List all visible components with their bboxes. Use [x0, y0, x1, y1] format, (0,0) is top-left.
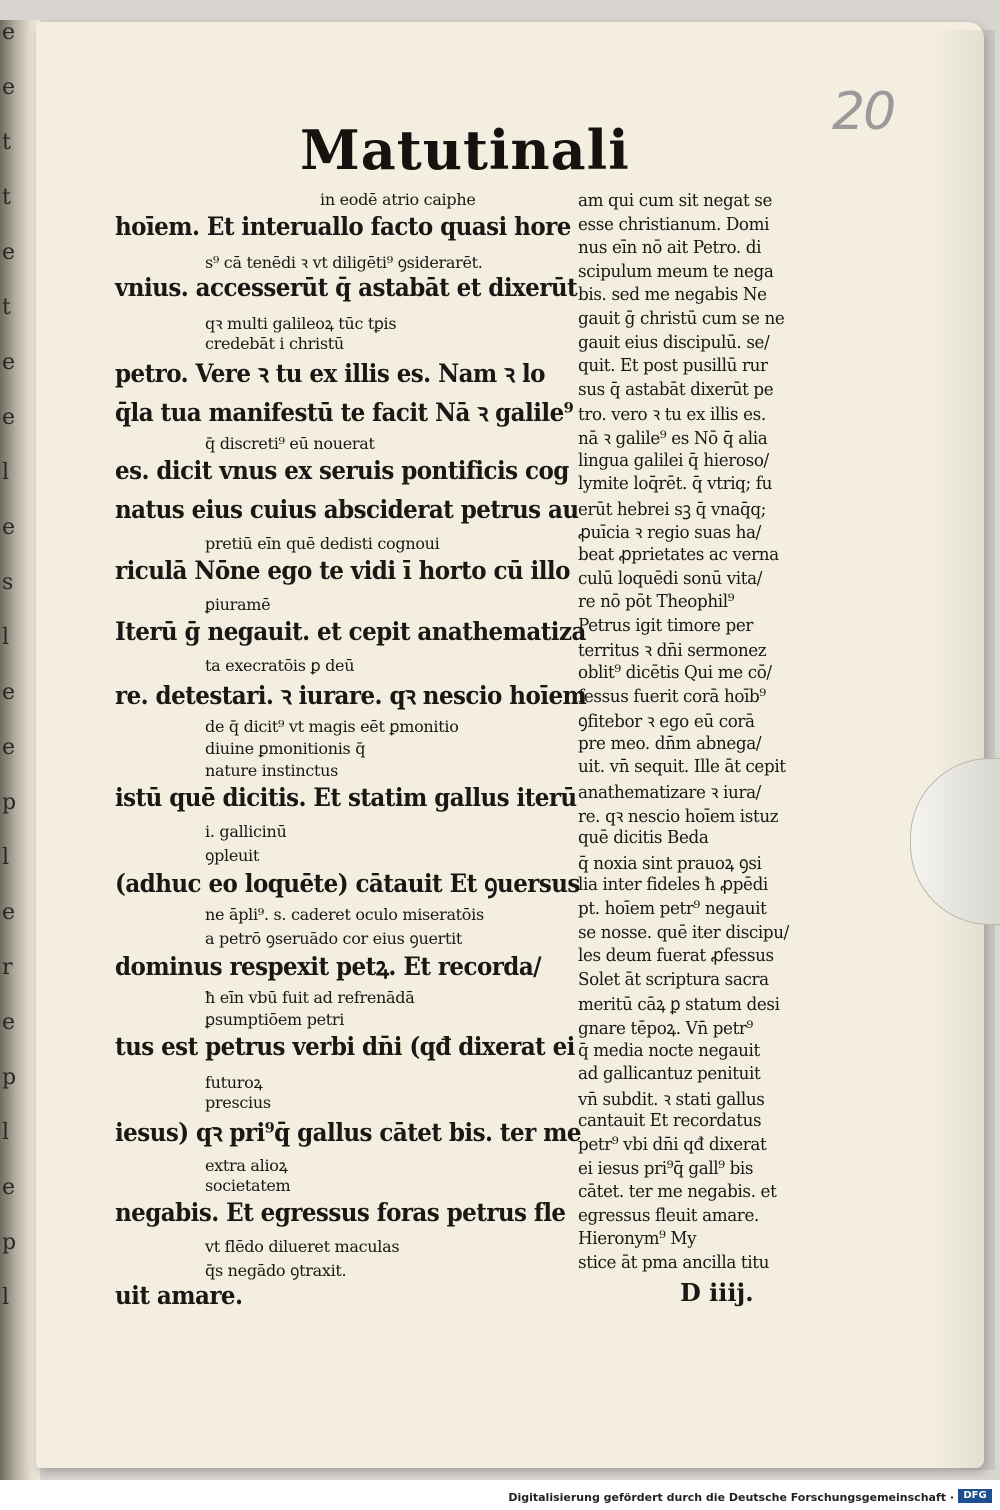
interlinear-gloss: credebāt i christū	[205, 334, 344, 353]
signature-mark: D iiij.	[680, 1278, 754, 1307]
side-gloss-line: tro. vero ꝛ tu ex illis es.	[578, 404, 766, 426]
folio-number: 20	[832, 82, 895, 142]
side-gloss-line: egressus fleuit amare.	[578, 1204, 759, 1226]
left-page-fragment: e	[2, 1010, 16, 1035]
side-gloss-line: cantauit Et recordatus	[578, 1110, 762, 1132]
side-gloss-line: quē dicitis Beda	[578, 827, 709, 849]
interlinear-gloss: ta execratōis ꝑ deū	[205, 656, 355, 675]
side-gloss-line: bis. sed me negabis Ne	[578, 284, 767, 306]
side-gloss-line: lingua galilei q̄ hieroso/	[578, 449, 769, 471]
interlinear-gloss: extra alioꝝ	[205, 1156, 288, 1175]
text-line: natus eius cuius absciderat petrus au	[115, 495, 579, 524]
left-page-fragment: p	[2, 790, 17, 815]
side-gloss-line: pt. hoīem petr⁹ negauit	[578, 898, 767, 919]
interlinear-gloss: a petrō ꝯseruādo cor eius ꝯuertit	[205, 929, 463, 948]
side-gloss-line: nus eīn nō ait Petro. di	[578, 237, 762, 259]
text-line: q̄la tua manifestū te facit Nā ꝛ galile⁹	[115, 398, 574, 427]
interlinear-gloss: de q̄ dicit⁹ vt magis eēt ꝑmonitio	[205, 717, 459, 736]
left-page-fragment: r	[2, 955, 13, 980]
text-line: hoīem. Et interuallo facto quasi hore	[115, 212, 571, 241]
interlinear-gloss: qꝛ multi galileoꝝ tūc tꝑis	[205, 314, 397, 333]
side-gloss-line: gauit ḡ christū cum se ne	[578, 308, 785, 329]
side-gloss-line: re. qꝛ nescio hoīem istuz	[578, 805, 779, 827]
interlinear-gloss: ꝯpleuit	[205, 846, 259, 865]
text-line: petro. Vere ꝛ tu ex illis es. Nam ꝛ lo	[115, 359, 545, 388]
side-gloss-line: ꝯfitebor ꝛ ego eū corā	[578, 711, 755, 733]
side-gloss-line: meritū cāꝝ ꝑ statum desi	[578, 994, 780, 1016]
side-gloss-line: q̄ noxia sint prauoꝝ ꝯsi	[578, 852, 762, 874]
side-gloss-line: anathematizare ꝛ iura/	[578, 782, 761, 803]
text-line: es. dicit vnus ex seruis pontificis cog	[115, 456, 569, 485]
text-line: iesus) qꝛ pri⁹q̄ gallus cātet bis. ter me	[115, 1118, 581, 1147]
side-gloss-line: lia inter fideles ħ ꝓpēdi	[578, 874, 768, 896]
left-page-fragment: l	[2, 460, 10, 485]
interlinear-gloss: q̄s negādo ꝯtraxit.	[205, 1261, 347, 1280]
footer-credit: Digitalisierung gefördert durch die Deutsche Forschungsgemeinschaft ·	[508, 1491, 954, 1504]
interlinear-gloss: societatem	[205, 1176, 291, 1195]
interlinear-gloss: ħ eīn vbū fuit ad refrenādā	[205, 988, 415, 1007]
left-page-fragment: p	[2, 1230, 17, 1255]
left-page-fragment: t	[2, 130, 11, 155]
side-gloss-line: territus ꝛ dn̄i sermonez	[578, 640, 767, 662]
text-line: negabis. Et egressus foras petrus fle	[115, 1198, 566, 1227]
side-gloss-line: petr⁹ vbi dn̄i qđ dixerat	[578, 1134, 767, 1155]
side-gloss-line: am qui cum sit negat se	[578, 190, 773, 211]
side-gloss-line: q̄ media nocte negauit	[578, 1039, 760, 1061]
text-line: uit amare.	[115, 1281, 243, 1310]
left-page-fragment: e	[2, 75, 16, 100]
interlinear-gloss: vt flēdo dilueret maculas	[205, 1237, 400, 1256]
interlinear-gloss: i. gallicinū	[205, 822, 287, 841]
side-gloss-line: les deum fuerat ꝓfessus	[578, 945, 774, 967]
side-gloss-line: ad gallicantuz penituit	[578, 1063, 761, 1085]
side-gloss-line: re nō pōt Theophil⁹	[578, 591, 735, 613]
left-page-fragment: p	[2, 1065, 17, 1090]
text-line: Iterū ḡ negauit. et cepit anathematiza	[115, 617, 586, 646]
left-page-fragment: l	[2, 625, 10, 650]
side-gloss-line: oblit⁹ dicētis Qui me cō/	[578, 662, 772, 683]
side-gloss-line: erūt hebrei sꝫ q̄ vnaq̄q;	[578, 498, 766, 520]
side-gloss-line: Solet āt scriptura sacra	[578, 968, 769, 990]
left-page-fragment: e	[2, 515, 16, 540]
text-line: (adhuc eo loquēte) cātauit Et ꝯuersus	[115, 869, 580, 898]
side-gloss-line: gnare tēpoꝝ. Vn̄ petr⁹	[578, 1018, 753, 1039]
side-gloss-line: stice āt pma ancilla titu	[578, 1252, 769, 1273]
left-page-fragment: e	[2, 20, 16, 45]
running-header: Matutinali	[300, 118, 630, 182]
side-gloss-line: scipulum meum te nega	[578, 260, 774, 282]
left-page-fragment: e	[2, 350, 16, 375]
interlinear-gloss: prescius	[205, 1093, 271, 1112]
side-gloss-line: cātet. ter me negabis. et	[578, 1181, 777, 1203]
dfg-logo: DFG	[958, 1489, 992, 1503]
left-page-fragment: t	[2, 185, 11, 210]
side-gloss-line: vn̄ subdit. ꝛ stati gallus	[578, 1088, 765, 1110]
side-gloss-line: esse christianum. Domi	[578, 213, 770, 235]
left-page-fragment: e	[2, 735, 16, 760]
page-shadow	[935, 30, 995, 1470]
side-gloss-line: Hieronym⁹ My	[578, 1228, 697, 1250]
side-gloss-line: Petrus igit timore per	[578, 614, 754, 636]
side-gloss-line: culū loquēdi sonū vita/	[578, 567, 763, 589]
left-page-fragment: l	[2, 845, 10, 870]
side-gloss-line: gauit eius discipulū. se/	[578, 331, 770, 353]
side-gloss-line: sus q̄ astabāt dixerūt pe	[578, 378, 774, 400]
interlinear-gloss: ne āpli⁹. s. caderet oculo miseratōis	[205, 905, 484, 924]
text-line: vnius. accesserūt q̄ astabāt et dixerūt	[115, 273, 578, 302]
left-page-fragment: e	[2, 1175, 16, 1200]
text-line: riculā Nōne ego te vidi ī horto cū illo	[115, 556, 570, 585]
side-gloss-line: lymite loq̄rēt. q̄ vtriq; fu	[578, 473, 772, 495]
side-gloss-line: uit. vn̄ sequit. Ille āt cepit	[578, 756, 786, 778]
side-gloss-line: fessus fuerit corā hoīb⁹	[578, 685, 766, 707]
interlinear-gloss: q̄ discreti⁹ eū nouerat	[205, 434, 375, 453]
interlinear-gloss: s⁹ cā tenēdi ꝛ vt diligēti⁹ ꝯsiderarēt.	[205, 253, 483, 272]
text-line: re. detestari. ꝛ iurare. qꝛ nescio hoīem	[115, 681, 587, 710]
text-line: tus est petrus verbi dn̄i (qđ dixerat ei	[115, 1032, 575, 1061]
left-page-fragment: s	[2, 570, 14, 595]
interlinear-gloss: ꝑsumptiōem petri	[205, 1010, 345, 1029]
side-gloss-line: nā ꝛ galile⁹ es Nō q̄ alia	[578, 428, 768, 449]
interlinear-gloss: in eodē atrio caiphe	[320, 190, 476, 209]
side-gloss-line: ei iesus pri⁹q̄ gall⁹ bis	[578, 1157, 754, 1179]
left-page-fragment: t	[2, 295, 11, 320]
left-page-fragment: e	[2, 680, 16, 705]
interlinear-gloss: nature instinctus	[205, 761, 339, 780]
side-gloss-line: pre meo. dn̄m abnega/	[578, 732, 762, 754]
side-gloss-line: se nosse. quē iter discipu/	[578, 921, 789, 943]
left-page-fragment: e	[2, 405, 16, 430]
left-page-fragments	[2, 20, 28, 1480]
interlinear-gloss: futuroꝝ	[205, 1073, 263, 1092]
left-page-fragment: l	[2, 1120, 10, 1145]
text-line: istū quē dicitis. Et statim gallus iterū	[115, 783, 577, 812]
interlinear-gloss: ꝑiuramē	[205, 595, 271, 614]
interlinear-gloss: pretiū eīn quē dedisti cognoui	[205, 534, 440, 553]
interlinear-gloss: diuine ꝑmonitionis q̄	[205, 739, 366, 758]
left-page-fragment: e	[2, 900, 16, 925]
side-gloss-line: beat ꝓprietates ac verna	[578, 544, 779, 565]
side-gloss-line: ꝓuīcia ꝛ regio suas ha/	[578, 522, 761, 544]
left-page-fragment: e	[2, 240, 16, 265]
text-line: dominus respexit petꝝ. Et recorda/	[115, 952, 542, 981]
left-page-fragment: l	[2, 1285, 10, 1310]
side-gloss-line: quit. Et post pusillū rur	[578, 355, 768, 377]
